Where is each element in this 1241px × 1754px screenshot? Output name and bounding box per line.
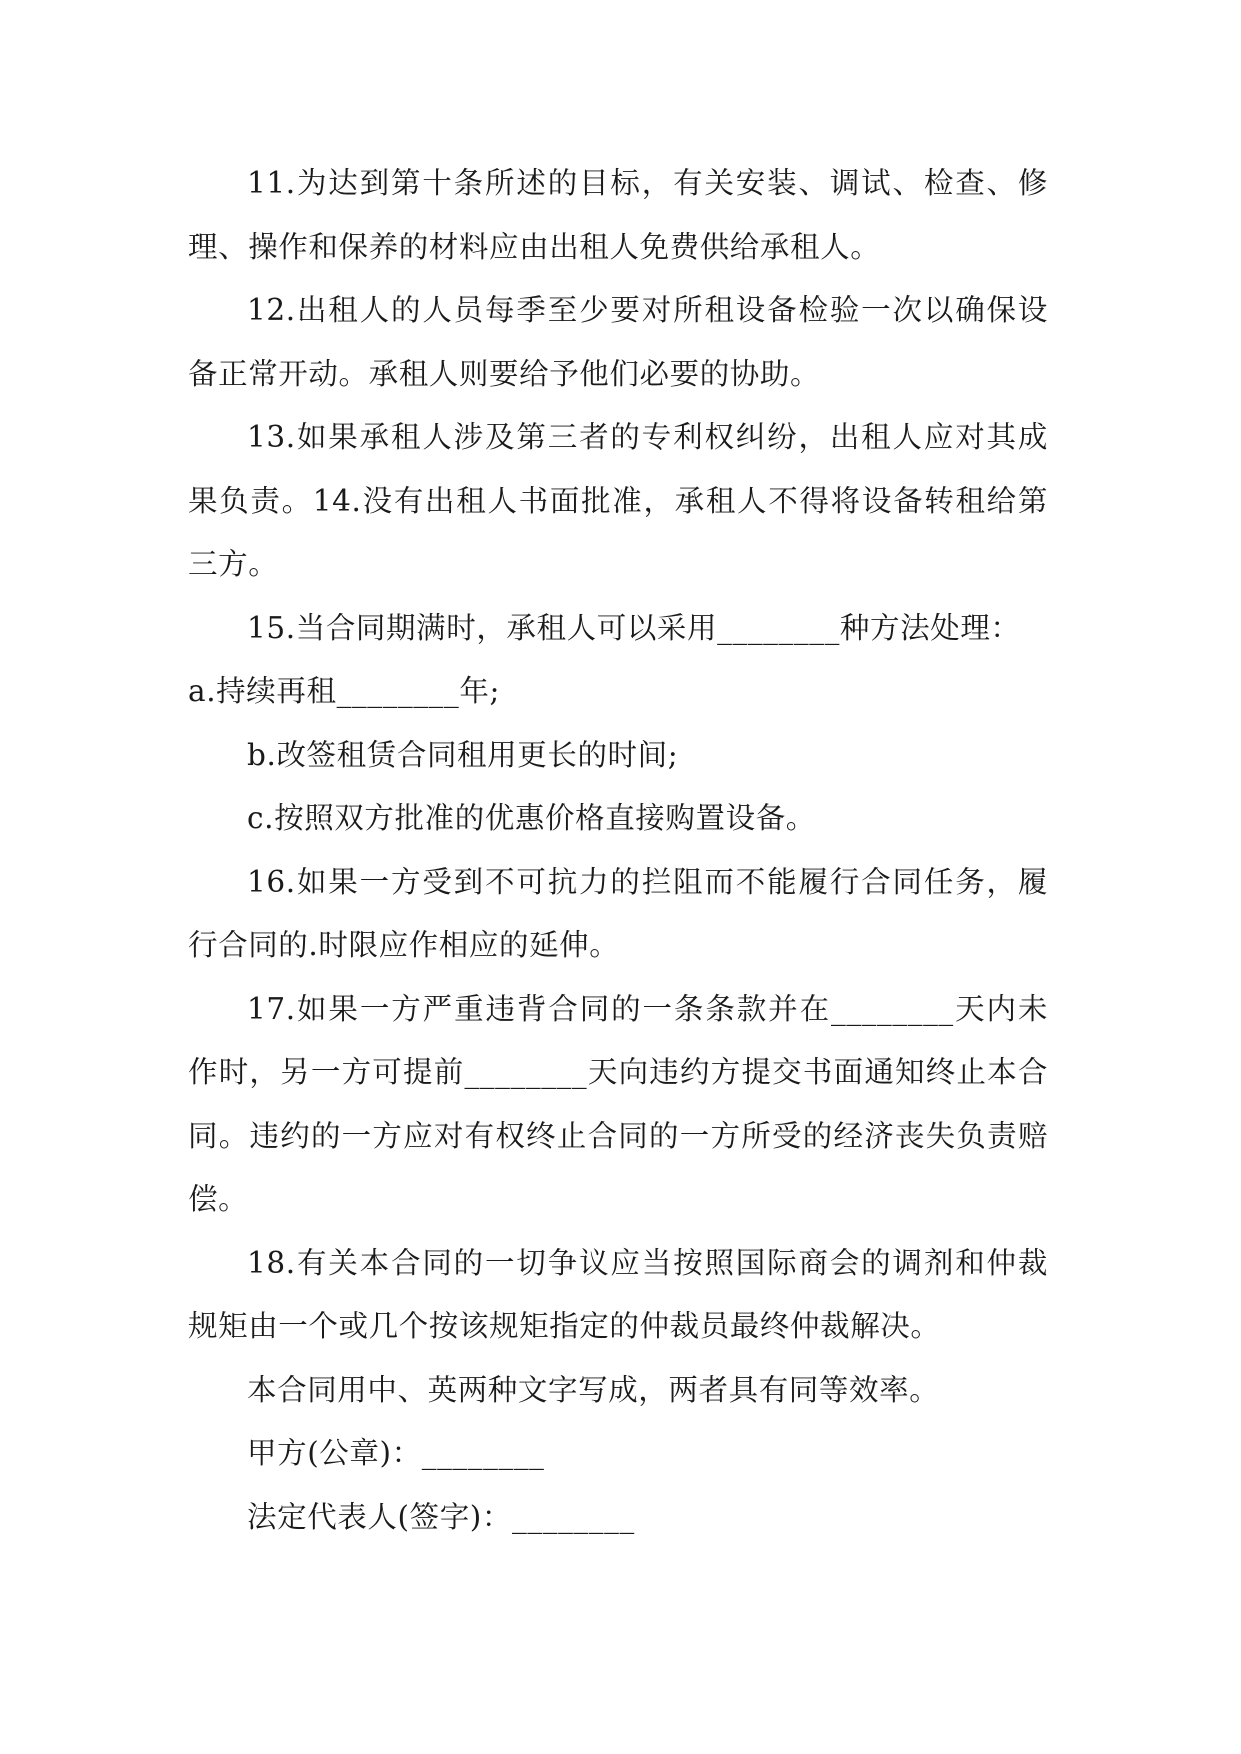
- clause-11-paragraph: 11.为达到第十条所述的目标，有关安装、调试、检查、修理、操作和保养的材料应由出租人免费供给承租人。: [188, 166, 1048, 264]
- contract-body: [188, 152, 1048, 1549]
- clause-15-option-a: a.持续再租________年;: [188, 674, 501, 708]
- clause-15-paragraph: 15.当合同期满时，承租人可以采用________种方法处理：: [247, 610, 1021, 645]
- clause-17-paragraph: 17.如果一方严重违背合同的一条条款并在________天内未作时，另一方可提前________天向违约方提交书面通知终止本合同。违约的一方应对有权终止合同的一方所受的经济丧失负责赔偿。: [188, 991, 1048, 1216]
- clause-12-paragraph: 12.出租人的人员每季至少要对所租设备检验一次以确保设备正常开动。承租人则要给予他们必要的协助。: [188, 293, 1048, 391]
- clause-13-14-paragraph: 13.如果承租人涉及第三者的专利权纠纷，出租人应对其成果负责。14.没有出租人书面批准，承租人不得将设备转租给第三方。: [188, 420, 1048, 581]
- language-note-paragraph: 本合同用中、英两种文字写成，两者具有同等效率。: [247, 1372, 940, 1407]
- clause-15-option-b: b.改签租赁合同租用更长的时间;: [247, 737, 679, 772]
- clause-16-paragraph: 16.如果一方受到不可抗力的拦阻而不能履行合同任务，履行合同的.时限应作相应的延伸。: [188, 864, 1048, 962]
- clause-18-paragraph: 18.有关本合同的一切争议应当按照国际商会的调剂和仲裁规矩由一个或几个按该规矩指定的仲裁员最终仲裁解决。: [188, 1245, 1048, 1343]
- party-a-seal-line: 甲方(公章)：________: [247, 1436, 545, 1470]
- legal-rep-signature-line: 法定代表人(签字)：________: [247, 1499, 635, 1534]
- clause-15-option-c: c.按照双方批准的优惠价格直接购置设备。: [247, 801, 816, 835]
